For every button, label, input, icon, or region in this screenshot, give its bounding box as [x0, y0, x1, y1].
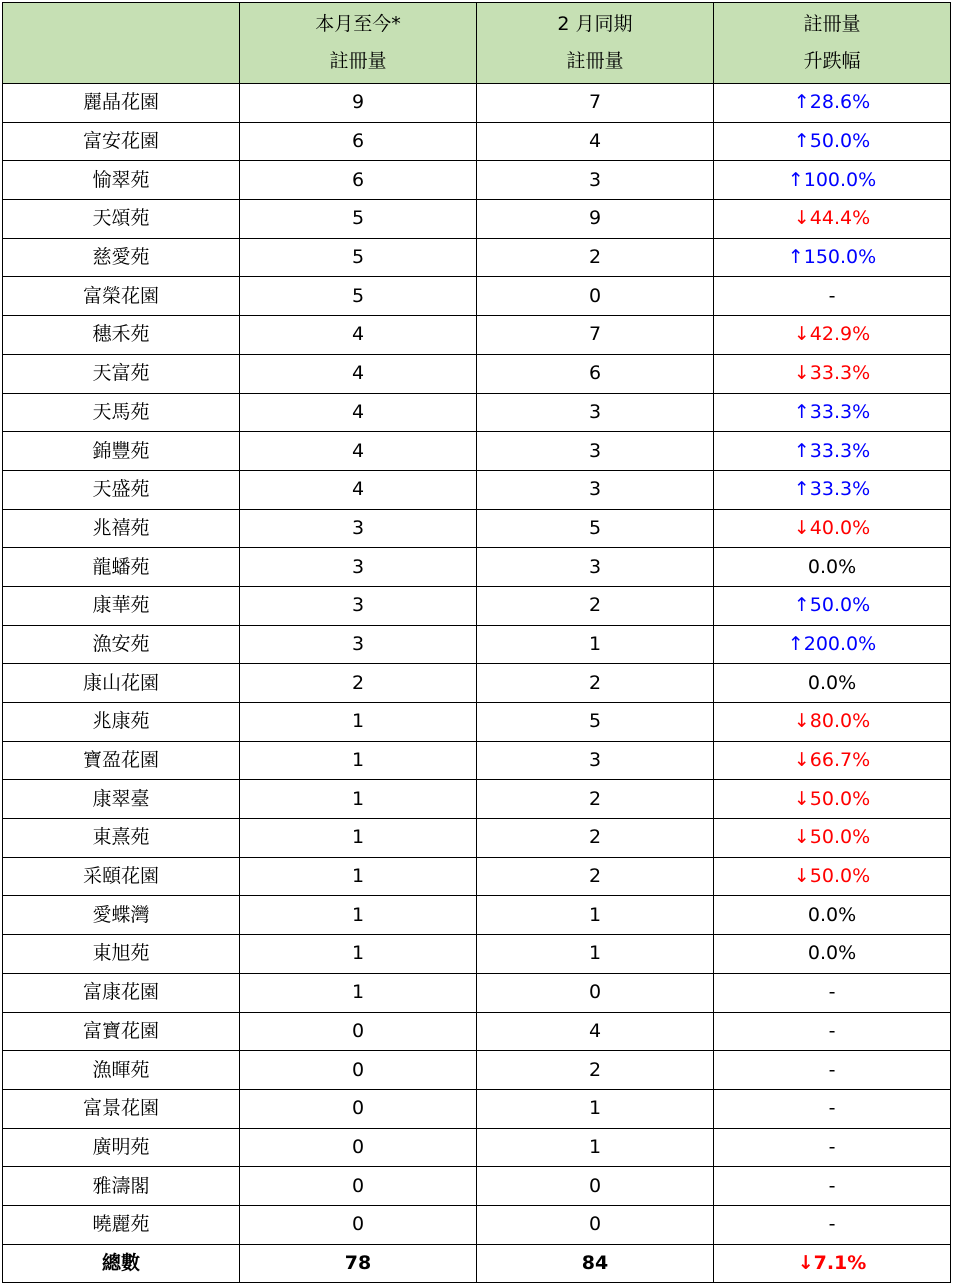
feb-count: 4 [477, 122, 714, 161]
change-pct: - [714, 1205, 951, 1244]
change-pct: ↓50.0% [714, 819, 951, 858]
change-pct: ↓50.0% [714, 780, 951, 819]
change-pct: ↓42.9% [714, 316, 951, 355]
mtd-count: 3 [240, 548, 477, 587]
feb-count: 3 [477, 432, 714, 471]
registration-table [2, 2, 951, 1283]
feb-count: 2 [477, 819, 714, 858]
estate-name: 康華苑 [3, 586, 240, 625]
estate-name: 天富苑 [3, 354, 240, 393]
mtd-count: 6 [240, 122, 477, 161]
total-mtd: 78 [240, 1244, 477, 1283]
mtd-count: 3 [240, 509, 477, 548]
mtd-count: 1 [240, 935, 477, 974]
feb-count: 2 [477, 586, 714, 625]
feb-count: 2 [477, 780, 714, 819]
estate-name: 富景花園 [3, 1089, 240, 1128]
change-pct: ↑33.3% [714, 432, 951, 471]
header-mtd-line2: 註冊量 [329, 50, 387, 72]
table-row [3, 200, 951, 239]
header-feb-line2: 註冊量 [566, 50, 624, 72]
estate-name: 富寶花園 [3, 1012, 240, 1051]
estate-name: 兆康苑 [3, 703, 240, 742]
table-row [3, 84, 951, 123]
feb-count: 1 [477, 1128, 714, 1167]
feb-count: 5 [477, 703, 714, 742]
feb-count: 7 [477, 316, 714, 355]
change-pct: ↑50.0% [714, 122, 951, 161]
table-body [3, 84, 951, 1283]
header-change-line2: 升跌幅 [803, 50, 861, 72]
mtd-count: 5 [240, 200, 477, 239]
change-pct: ↑33.3% [714, 393, 951, 432]
estate-name: 寶盈花園 [3, 741, 240, 780]
mtd-count: 3 [240, 625, 477, 664]
change-pct: 0.0% [714, 935, 951, 974]
estate-name: 天盛苑 [3, 470, 240, 509]
total-feb: 84 [477, 1244, 714, 1283]
mtd-count: 4 [240, 354, 477, 393]
mtd-count: 5 [240, 277, 477, 316]
table-row [3, 1012, 951, 1051]
estate-name: 富安花園 [3, 122, 240, 161]
mtd-count: 4 [240, 432, 477, 471]
table-row [3, 122, 951, 161]
change-pct: ↑28.6% [714, 84, 951, 123]
feb-count: 1 [477, 1089, 714, 1128]
table-row [3, 625, 951, 664]
estate-name: 天馬苑 [3, 393, 240, 432]
table-row [3, 1089, 951, 1128]
mtd-count: 0 [240, 1089, 477, 1128]
change-pct: 0.0% [714, 896, 951, 935]
feb-count: 4 [477, 1012, 714, 1051]
change-pct: ↑200.0% [714, 625, 951, 664]
estate-name: 愛蝶灣 [3, 896, 240, 935]
header-mtd [240, 3, 477, 84]
table-row [3, 548, 951, 587]
change-pct: ↓80.0% [714, 703, 951, 742]
table-row [3, 432, 951, 471]
header-estate [3, 3, 240, 84]
estate-name: 雅濤閣 [3, 1167, 240, 1206]
header-feb-line1: 2 月同期 [557, 13, 633, 35]
table-row [3, 1205, 951, 1244]
estate-name: 東熹苑 [3, 819, 240, 858]
change-pct: ↓50.0% [714, 857, 951, 896]
mtd-count: 6 [240, 161, 477, 200]
estate-name: 錦豐苑 [3, 432, 240, 471]
feb-count: 5 [477, 509, 714, 548]
mtd-count: 1 [240, 819, 477, 858]
estate-name: 采頤花園 [3, 857, 240, 896]
table-row [3, 316, 951, 355]
total-change: ↓7.1% [714, 1244, 951, 1283]
feb-count: 3 [477, 161, 714, 200]
table-row [3, 470, 951, 509]
estate-name: 康翠臺 [3, 780, 240, 819]
table-row [3, 664, 951, 703]
mtd-count: 1 [240, 703, 477, 742]
table-row [3, 161, 951, 200]
change-pct: - [714, 1051, 951, 1090]
feb-count: 2 [477, 664, 714, 703]
estate-name: 龍蟠苑 [3, 548, 240, 587]
estate-name: 天頌苑 [3, 200, 240, 239]
mtd-count: 5 [240, 238, 477, 277]
table-header [3, 3, 951, 84]
change-pct: - [714, 1128, 951, 1167]
feb-count: 0 [477, 973, 714, 1012]
feb-count: 6 [477, 354, 714, 393]
table-row [3, 354, 951, 393]
estate-name: 麗晶花園 [3, 84, 240, 123]
feb-count: 0 [477, 277, 714, 316]
total-label: 總數 [3, 1244, 240, 1283]
mtd-count: 0 [240, 1205, 477, 1244]
feb-count: 2 [477, 857, 714, 896]
table-row [3, 973, 951, 1012]
estate-name: 廣明苑 [3, 1128, 240, 1167]
feb-count: 3 [477, 741, 714, 780]
mtd-count: 0 [240, 1128, 477, 1167]
estate-name: 康山花園 [3, 664, 240, 703]
estate-name: 曉麗苑 [3, 1205, 240, 1244]
estate-name: 兆禧苑 [3, 509, 240, 548]
change-pct: ↓40.0% [714, 509, 951, 548]
mtd-count: 4 [240, 470, 477, 509]
table-row [3, 277, 951, 316]
mtd-count: 3 [240, 586, 477, 625]
header-feb [477, 3, 714, 84]
table-row [3, 935, 951, 974]
change-pct: ↓66.7% [714, 741, 951, 780]
feb-count: 7 [477, 84, 714, 123]
change-pct: - [714, 277, 951, 316]
mtd-count: 1 [240, 741, 477, 780]
change-pct: ↑33.3% [714, 470, 951, 509]
change-pct: - [714, 1012, 951, 1051]
table-row [3, 1128, 951, 1167]
mtd-count: 0 [240, 1051, 477, 1090]
change-pct: - [714, 1089, 951, 1128]
mtd-count: 9 [240, 84, 477, 123]
table-row [3, 238, 951, 277]
mtd-count: 1 [240, 780, 477, 819]
feb-count: 2 [477, 238, 714, 277]
estate-name: 漁暉苑 [3, 1051, 240, 1090]
estate-name: 穗禾苑 [3, 316, 240, 355]
estate-name: 東旭苑 [3, 935, 240, 974]
table-row [3, 703, 951, 742]
change-pct: ↑50.0% [714, 586, 951, 625]
estate-name: 富康花園 [3, 973, 240, 1012]
feb-count: 3 [477, 393, 714, 432]
change-pct: - [714, 1167, 951, 1206]
feb-count: 9 [477, 200, 714, 239]
change-pct: ↑100.0% [714, 161, 951, 200]
table-row [3, 586, 951, 625]
change-pct: ↓33.3% [714, 354, 951, 393]
mtd-count: 1 [240, 973, 477, 1012]
mtd-count: 1 [240, 857, 477, 896]
estate-name: 慈愛苑 [3, 238, 240, 277]
header-change-line1: 註冊量 [803, 13, 861, 35]
estate-name: 富榮花園 [3, 277, 240, 316]
feb-count: 0 [477, 1167, 714, 1206]
table-row [3, 896, 951, 935]
table-row [3, 509, 951, 548]
table-row [3, 857, 951, 896]
table-row [3, 393, 951, 432]
mtd-count: 1 [240, 896, 477, 935]
change-pct: - [714, 973, 951, 1012]
table-row [3, 741, 951, 780]
mtd-count: 2 [240, 664, 477, 703]
feb-count: 1 [477, 625, 714, 664]
estate-name: 漁安苑 [3, 625, 240, 664]
mtd-count: 0 [240, 1012, 477, 1051]
change-pct: 0.0% [714, 664, 951, 703]
table-row [3, 819, 951, 858]
feb-count: 2 [477, 1051, 714, 1090]
mtd-count: 4 [240, 393, 477, 432]
mtd-count: 0 [240, 1167, 477, 1206]
estate-name: 愉翠苑 [3, 161, 240, 200]
change-pct: 0.0% [714, 548, 951, 587]
total-row [3, 1244, 951, 1283]
feb-count: 1 [477, 896, 714, 935]
table-row [3, 1051, 951, 1090]
mtd-count: 4 [240, 316, 477, 355]
feb-count: 3 [477, 548, 714, 587]
table-row [3, 780, 951, 819]
table-row [3, 1167, 951, 1206]
header-change [714, 3, 951, 84]
change-pct: ↓44.4% [714, 200, 951, 239]
change-pct: ↑150.0% [714, 238, 951, 277]
header-mtd-line1: 本月至今* [315, 13, 401, 35]
feb-count: 3 [477, 470, 714, 509]
feb-count: 0 [477, 1205, 714, 1244]
feb-count: 1 [477, 935, 714, 974]
